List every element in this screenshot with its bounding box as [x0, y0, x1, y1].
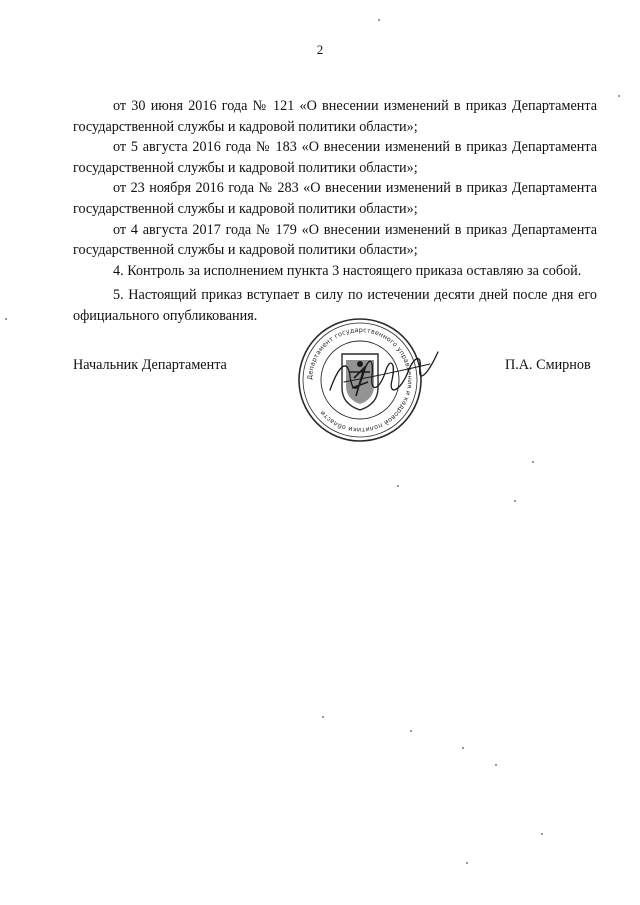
- scan-speck: [5, 318, 7, 320]
- scan-speck: [466, 862, 468, 864]
- scan-speck: [462, 747, 464, 749]
- scan-speck: [495, 764, 497, 766]
- signatory-position: Начальник Департамента: [73, 357, 227, 373]
- paragraph-order-121: от 30 июня 2016 года № 121 «О внесении изменений в приказ Департамента государственной службы и кадровой политики области»;: [73, 98, 597, 135]
- handwritten-signature: [326, 342, 446, 412]
- scan-speck: [618, 95, 620, 97]
- page-number: 2: [316, 42, 324, 57]
- scan-speck: [541, 833, 543, 835]
- paragraph-item-5: 5. Настоящий приказ вступает в силу по истечении десяти дней после дня его официального опубликования.: [73, 287, 597, 324]
- paragraph-item-4: 4. Контроль за исполнением пункта 3 настоящего приказа оставляю за собой.: [113, 262, 582, 279]
- body-text: [73, 96, 597, 327]
- scan-speck: [514, 500, 516, 502]
- paragraph-order-283: от 23 ноября 2016 года № 283 «О внесении изменений в приказ Департамента государственной службы и кадровой политики области»;: [73, 180, 597, 217]
- scan-speck: [397, 485, 399, 487]
- paragraph-order-179: от 4 августа 2017 года № 179 «О внесении изменений в приказ Департамента государственной службы и кадровой политики области»;: [73, 221, 597, 259]
- paragraph-order-183: от 5 августа 2016 года № 183 «О внесении изменений в приказ Департамента государственной службы и кадровой политики области»;: [73, 139, 597, 176]
- scan-speck: [378, 19, 380, 21]
- signatory-name: П.А. Смирнов: [505, 357, 591, 373]
- scan-speck: [322, 716, 324, 718]
- seal-ring-text: Департамент государственного управления и кадровой политики области: [305, 325, 415, 435]
- scan-speck: [410, 730, 412, 732]
- scan-speck: [532, 461, 534, 463]
